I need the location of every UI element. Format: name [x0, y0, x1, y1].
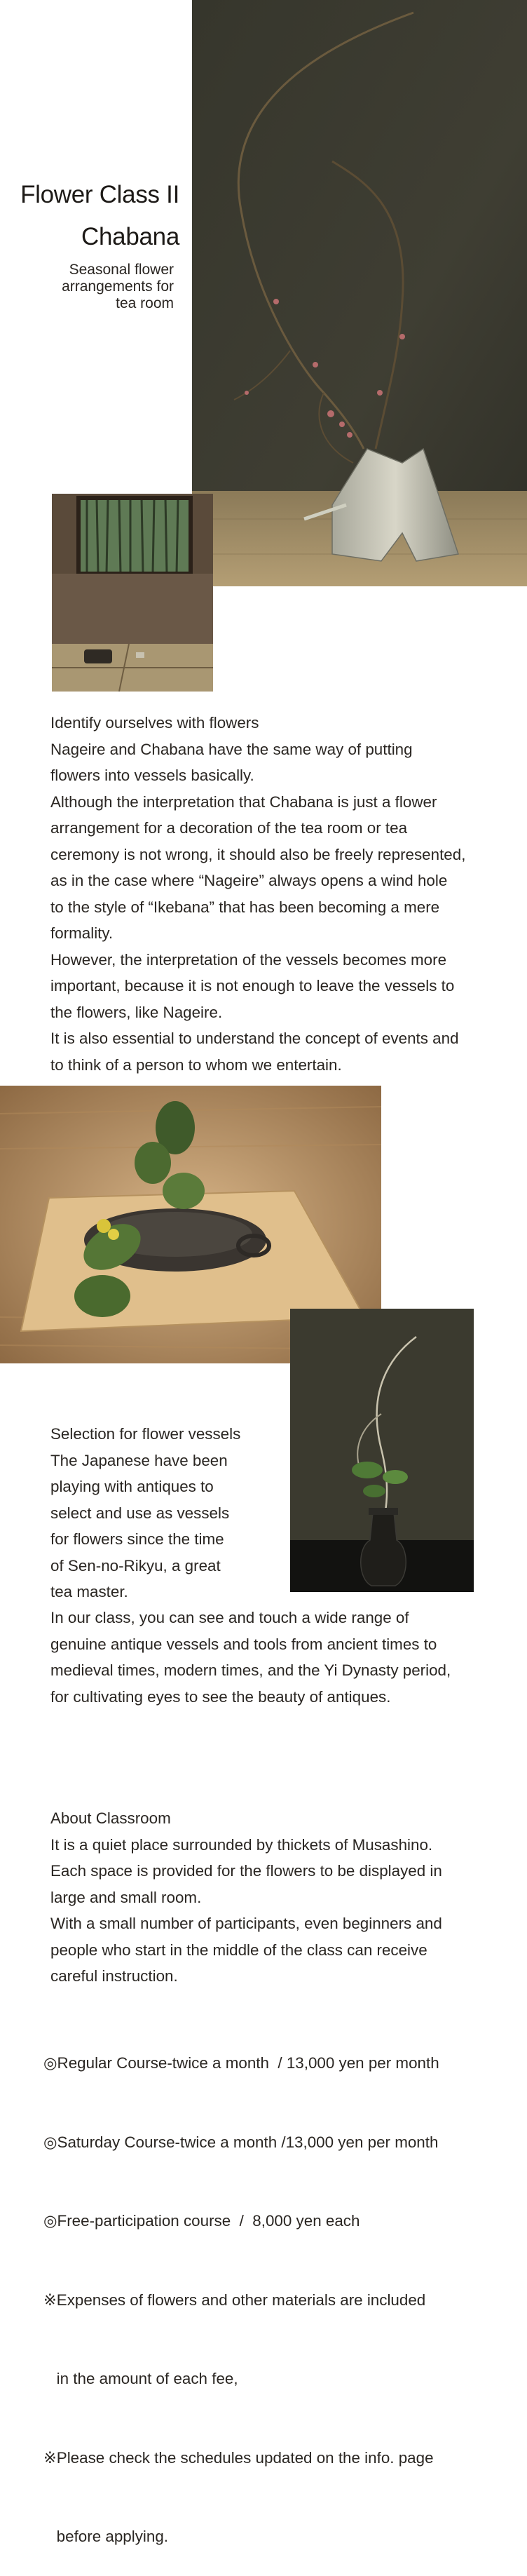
- paragraph-line: for cultivating eyes to see the beauty of antiques.: [50, 1687, 391, 1706]
- section-heading: Selection for flower vessels: [50, 1425, 241, 1443]
- paragraph-line: as in the case where “Nageire” always opens a wind hole: [50, 872, 448, 889]
- section-identify: [50, 710, 506, 1078]
- paragraph-line: In our class, you can see and touch a wide range of: [50, 1609, 409, 1626]
- paragraph-line: Nageire and Chabana have the same way of putting: [50, 740, 413, 758]
- paragraph-line: to the style of “Ikebana” that has been becoming a mere: [50, 898, 440, 916]
- paragraph-line: The Japanese have been: [50, 1451, 228, 1469]
- course-list: [43, 1997, 499, 2576]
- paragraph-line: ceremony is not wrong, it should also be freely represented,: [50, 845, 466, 863]
- hero-photo-branch-arrangement: [192, 0, 527, 586]
- subtitle-line: arrangements for: [62, 278, 174, 295]
- paragraph-line: playing with antiques to: [50, 1478, 214, 1495]
- paragraph-line: It is also essential to understand the concept of events and: [50, 1030, 459, 1047]
- page-title-line1: Flower Class II: [20, 181, 179, 208]
- fee-note: in the amount of each fee,: [43, 2370, 238, 2387]
- paragraph-line: genuine antique vessels and tools from ancient times to: [50, 1635, 437, 1653]
- paragraph-line: large and small room.: [50, 1888, 202, 1906]
- tea-room-photo: [52, 494, 213, 692]
- paragraph-line: Although the interpretation that Chabana is just a flower: [50, 793, 437, 811]
- paragraph-line: Each space is provided for the flowers to be displayed in: [50, 1862, 442, 1880]
- section-heading: Identify ourselves with flowers: [50, 714, 259, 731]
- paragraph-line: to think of a person to whom we entertain.: [50, 1056, 342, 1074]
- paragraph-line: for flowers since the time: [50, 1530, 224, 1548]
- paragraph-line: formality.: [50, 924, 114, 942]
- subtitle-line: tea room: [116, 295, 174, 311]
- paragraph-line: select and use as vessels: [50, 1504, 230, 1522]
- paragraph-line: flowers into vessels basically.: [50, 767, 254, 784]
- section-vessels-wide: [50, 1605, 506, 1710]
- page-title-line2: Chabana: [81, 223, 179, 250]
- paragraph-line: However, the interpretation of the vessels becomes more: [50, 950, 447, 969]
- section-heading: About Classroom: [50, 1809, 171, 1827]
- fee-note: ※Expenses of flowers and other materials are included: [43, 2291, 426, 2309]
- schedule-note: before applying.: [43, 2528, 168, 2545]
- subtitle-line: Seasonal flower: [69, 262, 174, 278]
- paragraph-line: With a small number of participants, even beginners and: [50, 1915, 442, 1932]
- page-subtitle: [42, 262, 174, 312]
- paragraph-line: tea master.: [50, 1583, 128, 1600]
- schedule-note: ※Please check the schedules updated on the info. page: [43, 2448, 434, 2467]
- paragraph-line: important, because it is not enough to leave the vessels to: [50, 977, 455, 994]
- paragraph-line: It is a quiet place surrounded by thickets of Musashino.: [50, 1835, 433, 1854]
- course-item: ◎Saturday Course-twice a month /13,000 yen per month: [43, 2133, 439, 2151]
- paragraph-line: of Sen-no-Rikyu, a great: [50, 1556, 221, 1574]
- paragraph-line: careful instruction.: [50, 1967, 178, 1985]
- paragraph-line: people who start in the middle of the class can receive: [50, 1941, 427, 1959]
- section-classroom: [50, 1805, 506, 1990]
- paragraph-line: the flowers, like Nageire.: [50, 1003, 223, 1021]
- paragraph-line: arrangement for a decoration of the tea room or tea: [50, 819, 408, 837]
- course-item: ◎Free-participation course / 8,000 yen each: [43, 2212, 360, 2230]
- section-vessels-narrow: [50, 1421, 506, 1605]
- paragraph-line: medieval times, modern times, and the Yi Dynasty period,: [50, 1661, 451, 1679]
- course-item: ◎Regular Course-twice a month / 13,000 yen per month: [43, 2054, 439, 2072]
